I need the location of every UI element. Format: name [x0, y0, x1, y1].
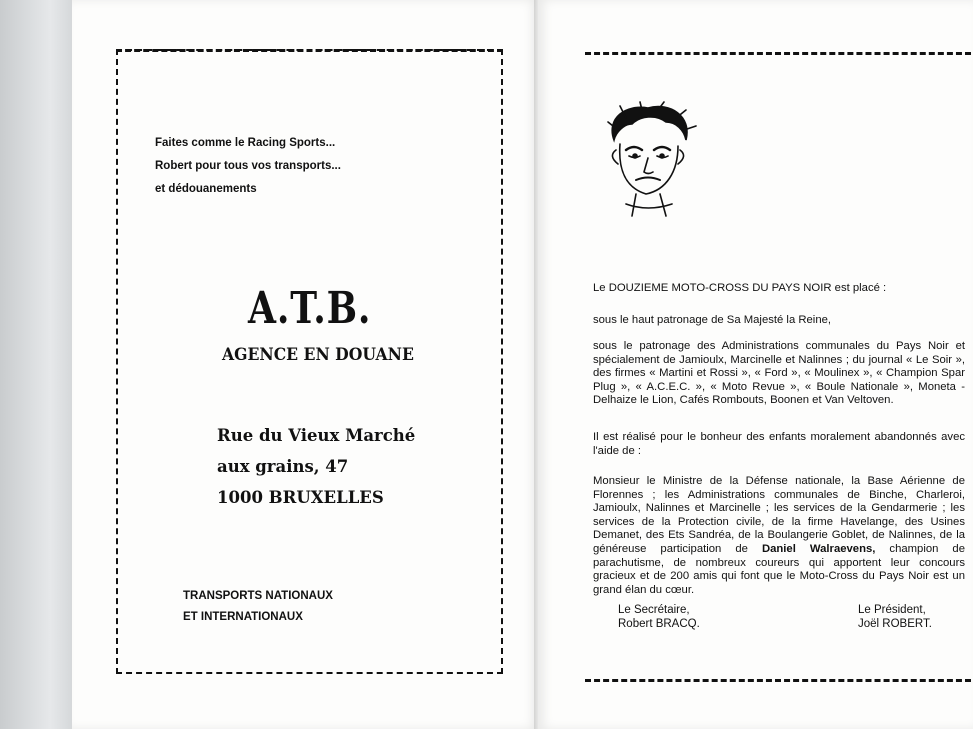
child-face-drawing-icon — [596, 100, 700, 218]
address-line: 1000 BRUXELLES — [217, 488, 384, 507]
company-abbreviation: A.T.B. — [248, 283, 372, 334]
ad-intro-line: Robert pour tous vos transports... — [155, 160, 341, 172]
president-name: Joël ROBERT. — [858, 618, 932, 630]
bottom-dashed-rule — [585, 679, 971, 682]
ad-intro-line: Faites comme le Racing Sports... — [155, 137, 336, 149]
ad-intro — [155, 132, 341, 201]
address-line: Rue du Vieux Marché — [217, 426, 416, 445]
patronage-list: sous le patronage des Administrations communales du Pays Noir et spécialement de Jamioulx, Marcinelle et Nalinnes ; du journal « Le Soir », des firmes « Martini et Rossi », « Ford », « Moulinex », « Champion Spar Plug », « A.C.E.C. », « Moto Revue », « Boule Nationale », Moneta - Delhaize le Lion, Cafés Rombouts, Boonen et Van Veltoven. — [593, 340, 965, 407]
ad-intro-line: et dédouanements — [155, 183, 257, 195]
company-name: AGENCE EN DOUANE — [222, 345, 414, 365]
acknowledgements-highlight: Daniel Walraevens, — [761, 542, 876, 555]
secretary-title: Le Secrétaire, — [618, 604, 690, 616]
secretary-name: Robert BRACQ. — [618, 618, 700, 630]
services-text — [183, 586, 333, 628]
services-line: ET INTERNATIONAUX — [183, 611, 303, 623]
intro-statement: Le DOUZIEME MOTO-CROSS DU PAYS NOIR est placé : — [593, 282, 887, 294]
purpose-statement: Il est réalisé pour le bonheur des enfants moralement abandonnés avec l'aide de : — [593, 431, 965, 457]
royal-patronage: sous le haut patronage de Sa Majesté la Reine, — [593, 314, 832, 326]
secretary-signature — [618, 603, 700, 631]
acknowledgements — [593, 475, 965, 597]
address-line: aux grains, 47 — [217, 457, 349, 476]
acknowledgements-text: Monsieur le Ministre de la Défense nationale, la Base Aérienne de Florennes ; les Administrations communales de Binche, Charleroi, Jamioulx, Nalinnes et Marcinelle ; les services de la Gendarmerie ; les services de la Protection civile, de la firme Havelange, des Usines Demanet, des Ets Sandréa, de la Boulangerie Goblet, de Nalinnes, de la généreuse participation de — [593, 475, 965, 555]
acknowledgements-text: champion de parachutisme, de nombreux coureurs qui apportent leur concours gracieux et de 200 amis qui font que le Moto-Cross du Pays Noir est un grand élan du cœur. — [593, 542, 966, 596]
president-title: Le Président, — [858, 604, 926, 616]
services-line: TRANSPORTS NATIONAUX — [183, 590, 333, 602]
president-signature — [858, 603, 932, 631]
page-edge — [0, 0, 72, 729]
company-address — [217, 420, 415, 513]
top-dashed-rule — [585, 52, 971, 55]
